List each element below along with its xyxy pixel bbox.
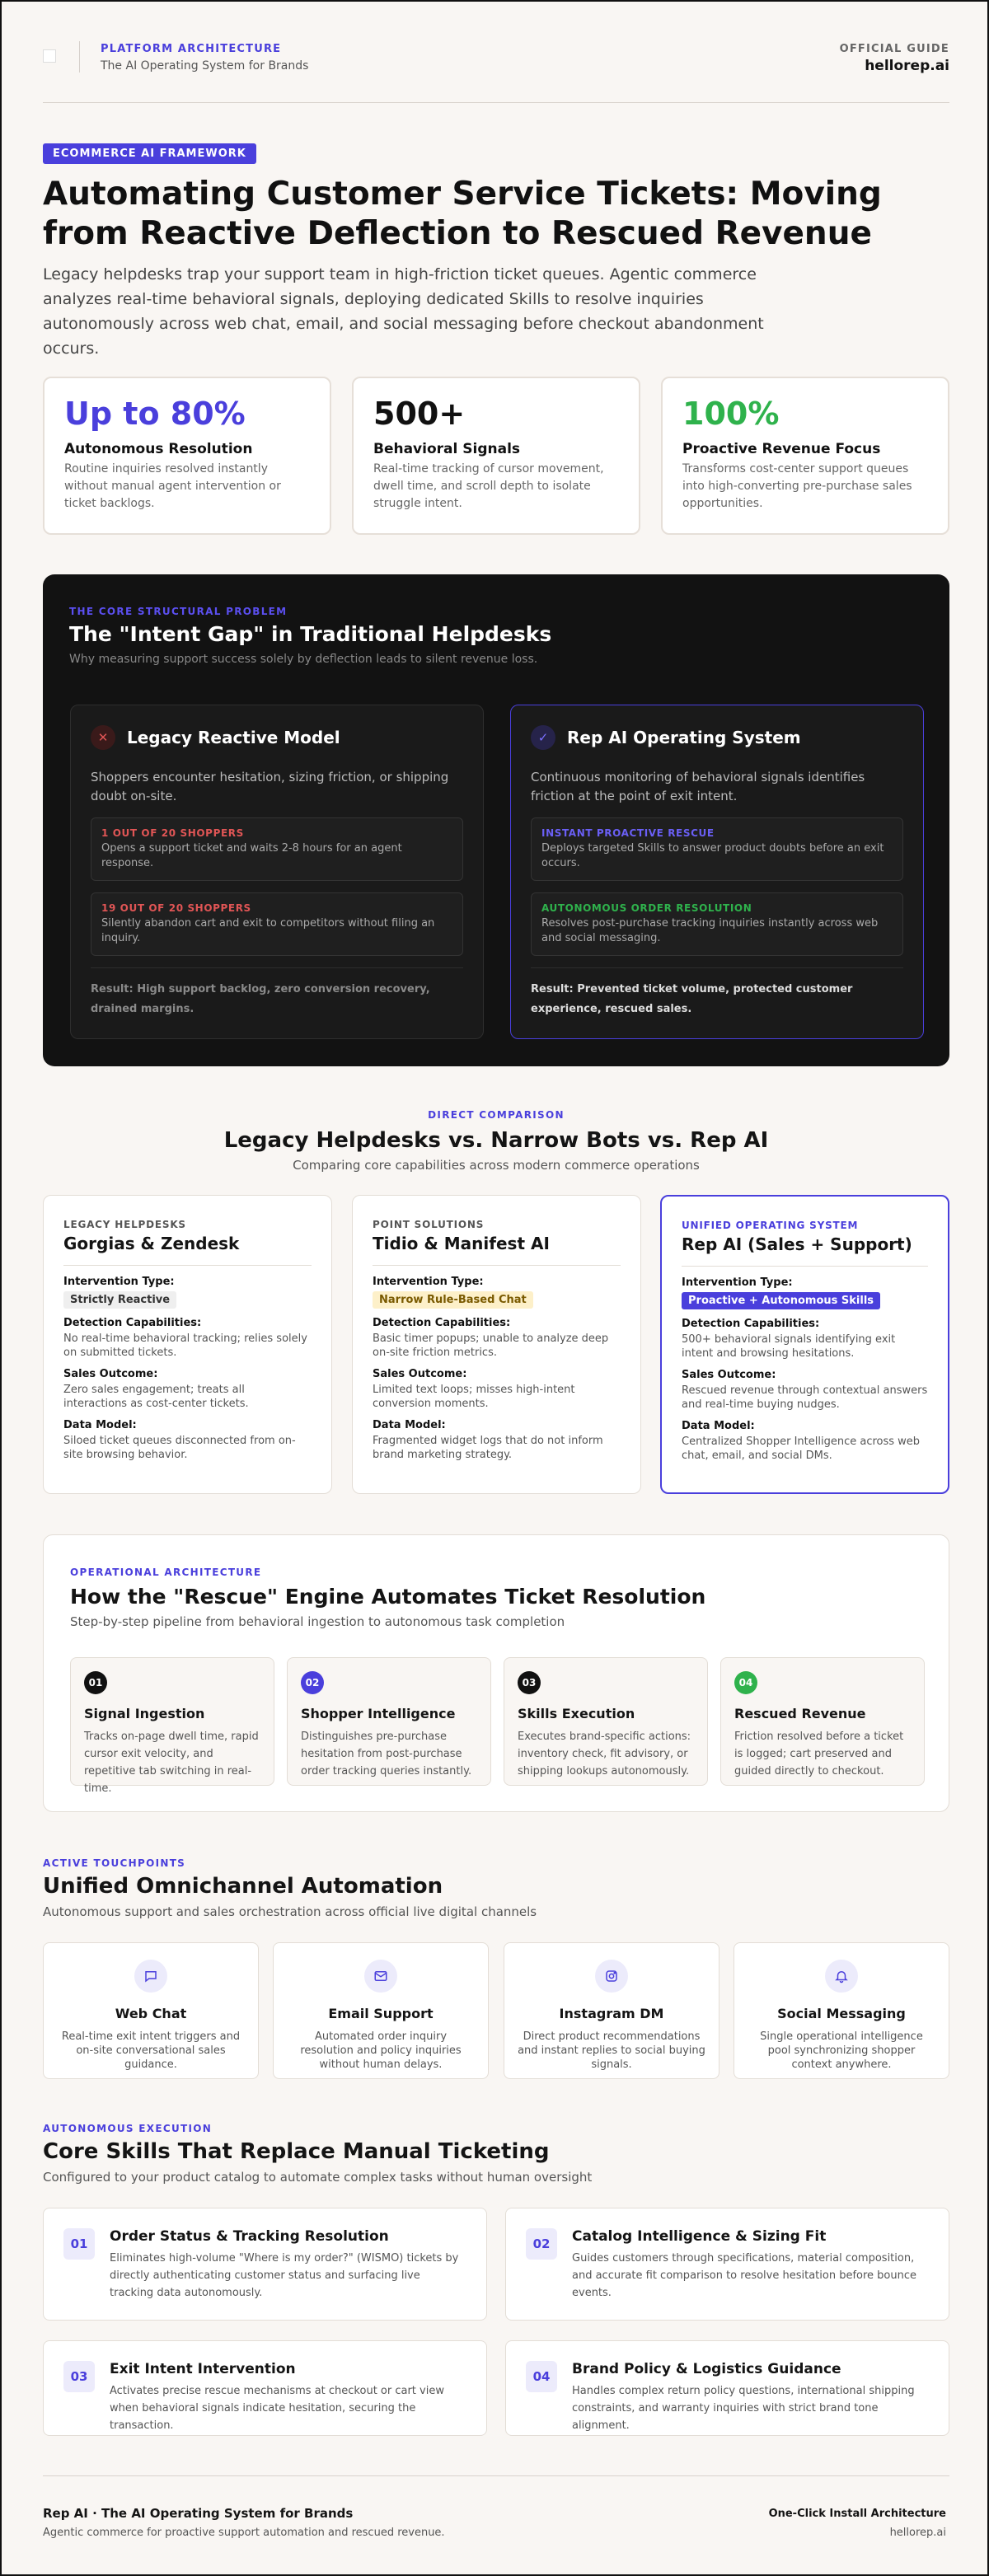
field-label: Sales Outcome: <box>682 1369 776 1381</box>
comparison-eyebrow: DIRECT COMPARISON <box>428 1109 565 1121</box>
skill-card <box>505 2340 949 2436</box>
field-label: Sales Outcome: <box>63 1368 158 1380</box>
skill-number: 03 <box>63 2361 95 2392</box>
field-label: Sales Outcome: <box>373 1368 467 1380</box>
skill-desc: Guides customers through specifications, material composition, and accurate fit comparison to resolve hesitation before bounce events. <box>572 2252 917 2299</box>
skill-number: 01 <box>63 2228 95 2260</box>
card-name: Rep AI (Sales + Support) <box>682 1234 912 1254</box>
card-category: LEGACY HELPDESKS <box>63 1219 186 1230</box>
brand-logo[interactable] <box>43 49 56 63</box>
intent-gap-eyebrow: THE CORE STRUCTURAL PROBLEM <box>69 606 288 617</box>
comparison-subtitle: Comparing core capabilities across modern commerce operations <box>293 1158 700 1173</box>
stat-value: 100% <box>682 396 780 432</box>
check-icon: ✓ <box>531 725 555 750</box>
legacy-model-desc: Shoppers encounter hesitation, sizing friction, or shipping doubt on-site. <box>91 770 449 803</box>
legacy-stat-box <box>91 892 463 956</box>
field-value: Limited text loops; misses high-intent conversion moments. <box>373 1384 575 1410</box>
intervention-pill: Strictly Reactive <box>63 1291 176 1309</box>
field-label: Detection Capabilities: <box>373 1317 511 1329</box>
intent-gap-subtitle: Why measuring support success solely by deflection leads to silent revenue loss. <box>69 653 538 666</box>
rep-model-title: Rep AI Operating System <box>567 728 801 747</box>
box-body: Deploys targeted Skills to answer product doubts before an exit occurs. <box>541 842 884 869</box>
footer-install-label: One-Click Install Architecture <box>768 2508 946 2520</box>
box-body: Opens a support ticket and waits 2-8 hours for an agent response. <box>101 842 402 869</box>
touchpoint-desc: Single operational intelligence pool synchronizing shopper context anywhere. <box>760 2030 923 2071</box>
comparison-title: Legacy Helpdesks vs. Narrow Bots vs. Rep AI <box>223 1128 769 1153</box>
instagram-icon <box>595 1960 628 1993</box>
stat-label: Behavioral Signals <box>373 441 521 457</box>
skill-name: Order Status & Tracking Resolution <box>110 2228 389 2245</box>
bell-icon <box>825 1960 858 1993</box>
box-body: Resolves post-purchase tracking inquiries instantly across web and social messaging. <box>541 917 879 944</box>
header-eyebrow: PLATFORM ARCHITECTURE <box>101 43 282 55</box>
step-desc: Friction resolved before a ticket is logged; cart preserved and guided directly to checkout. <box>734 1731 904 1777</box>
field-label: Intervention Type: <box>373 1276 484 1288</box>
stat-card <box>43 377 331 535</box>
field-label: Data Model: <box>682 1420 755 1432</box>
skill-desc: Activates precise rescue mechanisms at checkout or cart view when behavioral signals indicate hesitation, securing the transaction. <box>110 2385 444 2432</box>
stat-card <box>661 377 949 535</box>
stat-description: Routine inquiries resolved instantly without manual agent intervention or ticket backlogs. <box>64 462 281 510</box>
touchpoints-title: Unified Omnichannel Automation <box>43 1874 443 1899</box>
touchpoint-card-social <box>734 1942 949 2079</box>
rep-model-desc: Continuous monitoring of behavioral signals identifies friction at the point of exit intent. <box>531 770 865 803</box>
field-label: Data Model: <box>63 1419 137 1431</box>
footer-site-link[interactable]: hellorep.ai <box>889 2527 946 2539</box>
rescue-engine-section <box>43 1534 949 1812</box>
touchpoint-desc: Real-time exit intent triggers and on-site conversational sales guidance. <box>61 2030 241 2071</box>
comparison-card <box>352 1195 641 1494</box>
legacy-model-title: Legacy Reactive Model <box>127 728 340 747</box>
intervention-pill: Narrow Rule-Based Chat <box>373 1291 533 1309</box>
field-label: Detection Capabilities: <box>682 1318 820 1330</box>
legacy-result: Result: High support backlog, zero conversion recovery, drained margins. <box>91 967 463 1019</box>
skill-card <box>505 2208 949 2321</box>
skill-name: Catalog Intelligence & Sizing Fit <box>572 2228 827 2245</box>
skills-subtitle: Configured to your product catalog to automate complex tasks without human oversight <box>43 2170 593 2185</box>
stat-label: Autonomous Resolution <box>64 441 253 457</box>
box-heading: AUTONOMOUS ORDER RESOLUTION <box>541 902 752 914</box>
pipeline-step <box>70 1657 274 1795</box>
step-desc: Executes brand-specific actions: inventory check, fit advisory, or shipping lookups autonomously. <box>518 1731 691 1777</box>
field-label: Intervention Type: <box>682 1276 793 1289</box>
card-name: Gorgias & Zendesk <box>63 1234 240 1253</box>
header-rule <box>43 102 949 103</box>
box-heading: INSTANT PROACTIVE RESCUE <box>541 827 715 839</box>
step-number: 01 <box>84 1671 107 1694</box>
field-value: Siloed ticket queues disconnected from on-site browsing behavior. <box>63 1435 296 1461</box>
card-category: UNIFIED OPERATING SYSTEM <box>682 1220 859 1231</box>
mail-icon <box>364 1960 397 1993</box>
touchpoint-desc: Direct product recommendations and instant replies to social buying signals. <box>518 2030 705 2071</box>
stat-value: 500+ <box>373 396 466 432</box>
step-name: Skills Execution <box>518 1706 635 1721</box>
box-heading: 1 OUT OF 20 SHOPPERS <box>101 827 244 839</box>
footer-subtitle: Agentic commerce for proactive support automation and rescued revenue. <box>43 2527 445 2539</box>
hero-badge: ECOMMERCE AI FRAMEWORK <box>43 143 256 164</box>
legacy-stat-box <box>91 817 463 881</box>
rep-feature-box <box>531 817 903 881</box>
header-tagline: The AI Operating System for Brands <box>101 59 309 73</box>
box-body: Silently abandon cart and exit to competitors without filing an inquiry. <box>101 917 435 944</box>
skill-desc: Handles complex return policy questions, international shipping constraints, and warranty inquiries with strict brand tone alignment. <box>572 2385 915 2432</box>
skill-card <box>43 2208 487 2321</box>
step-desc: Distinguishes pre-purchase hesitation from post-purchase order tracking queries instantly. <box>301 1731 472 1777</box>
footer-title: Rep AI · The AI Operating System for Brands <box>43 2506 354 2521</box>
card-category: POINT SOLUTIONS <box>373 1219 485 1230</box>
skill-number: 02 <box>526 2228 557 2260</box>
field-value: Centralized Shopper Intelligence across web chat, email, and social DMs. <box>682 1436 921 1462</box>
field-value: Basic timer popups; unable to analyze deep on-site friction metrics. <box>373 1332 609 1359</box>
header-divider <box>79 41 80 73</box>
chat-icon <box>134 1960 167 1993</box>
rep-result: Result: Prevented ticket volume, protected customer experience, rescued sales. <box>531 967 903 1019</box>
comparison-card <box>43 1195 332 1494</box>
hero-title: Automating Customer Service Tickets: Moving from Reactive Deflection to Rescued Revenue <box>43 176 882 252</box>
touchpoint-name: Web Chat <box>115 2006 187 2021</box>
engine-eyebrow: OPERATIONAL ARCHITECTURE <box>70 1567 262 1578</box>
step-number: 02 <box>301 1671 324 1694</box>
skill-name: Brand Policy & Logistics Guidance <box>572 2361 841 2377</box>
skill-name: Exit Intent Intervention <box>110 2361 296 2377</box>
skill-card <box>43 2340 487 2436</box>
rep-feature-box <box>531 892 903 956</box>
touchpoint-desc: Automated order inquiry resolution and policy inquiries without human delays. <box>300 2030 462 2071</box>
skill-desc: Eliminates high-volume "Where is my order?" (WISMO) tickets by directly authenticating customer status and surfacing live tracking data autonomously. <box>110 2252 459 2299</box>
rep-model-card <box>510 705 924 1039</box>
skills-eyebrow: AUTONOMOUS EXECUTION <box>43 2123 213 2134</box>
engine-title: How the "Rescue" Engine Automates Ticket Resolution <box>70 1585 706 1609</box>
field-value: Fragmented widget logs that do not inform brand marketing strategy. <box>373 1435 603 1461</box>
legacy-model-card <box>70 705 484 1039</box>
step-name: Rescued Revenue <box>734 1706 866 1721</box>
field-value: No real-time behavioral tracking; relies solely on submitted tickets. <box>63 1332 307 1359</box>
skills-title: Core Skills That Replace Manual Ticketing <box>43 2139 550 2164</box>
box-heading: 19 OUT OF 20 SHOPPERS <box>101 902 251 914</box>
touchpoint-card-instagram <box>504 1942 719 2079</box>
field-value: Rescued revenue through contextual answers and real-time buying nudges. <box>682 1384 928 1411</box>
step-number: 03 <box>518 1671 541 1694</box>
touchpoint-name: Social Messaging <box>777 2006 906 2021</box>
comparison-card-highlighted <box>660 1195 949 1494</box>
footer-rule <box>43 2475 949 2476</box>
stat-description: Real-time tracking of cursor movement, dwell time, and scroll depth to isolate struggle intent. <box>373 462 604 510</box>
touchpoint-name: Instagram DM <box>559 2006 664 2021</box>
step-number: 04 <box>734 1671 757 1694</box>
step-desc: Tracks on-page dwell time, rapid cursor exit velocity, and repetitive tab switching in real-time. <box>84 1731 259 1795</box>
card-name: Tidio & Manifest AI <box>373 1234 550 1253</box>
field-label: Detection Capabilities: <box>63 1317 202 1329</box>
pipeline-step <box>287 1657 491 1786</box>
stat-value: Up to 80% <box>64 396 246 432</box>
step-name: Shopper Intelligence <box>301 1706 456 1721</box>
guide-label: OFFICIAL GUIDE <box>839 43 949 55</box>
touchpoints-eyebrow: ACTIVE TOUCHPOINTS <box>43 1857 186 1869</box>
intervention-pill: Proactive + Autonomous Skills <box>682 1292 880 1309</box>
header <box>43 38 949 104</box>
engine-subtitle: Step-by-step pipeline from behavioral ingestion to autonomous task completion <box>70 1614 565 1629</box>
field-label: Intervention Type: <box>63 1276 175 1288</box>
touchpoint-card-web-chat <box>43 1942 259 2079</box>
stat-card <box>352 377 640 535</box>
pipeline-step <box>504 1657 708 1786</box>
touchpoints-subtitle: Autonomous support and sales orchestration across official live digital channels <box>43 1904 537 1919</box>
field-value: 500+ behavioral signals identifying exit intent and browsing hesitations. <box>682 1333 896 1360</box>
intent-gap-section <box>43 574 949 1066</box>
field-label: Data Model: <box>373 1419 446 1431</box>
skill-number: 04 <box>526 2361 557 2392</box>
touchpoint-card-email <box>273 1942 489 2079</box>
hero-subtitle: Legacy helpdesks trap your support team in high-friction ticket queues. Agentic commerce analyzes real-time behavioral signals, deploying dedicated Skills to resolve inquiries autonomously across web chat, email, and social messaging before checkout abandonment occurs. <box>43 265 764 358</box>
guide-site-link[interactable]: hellorep.ai <box>865 58 949 74</box>
step-name: Signal Ingestion <box>84 1706 205 1721</box>
stat-description: Transforms cost-center support queues into high-converting pre-purchase sales opportunities. <box>682 462 912 510</box>
pipeline-step <box>720 1657 925 1786</box>
stat-label: Proactive Revenue Focus <box>682 441 881 457</box>
field-value: Zero sales engagement; treats all interactions as cost-center tickets. <box>63 1384 249 1410</box>
intent-gap-title: The "Intent Gap" in Traditional Helpdesks <box>69 622 552 646</box>
close-icon: ✕ <box>91 725 115 750</box>
touchpoint-name: Email Support <box>328 2006 434 2021</box>
